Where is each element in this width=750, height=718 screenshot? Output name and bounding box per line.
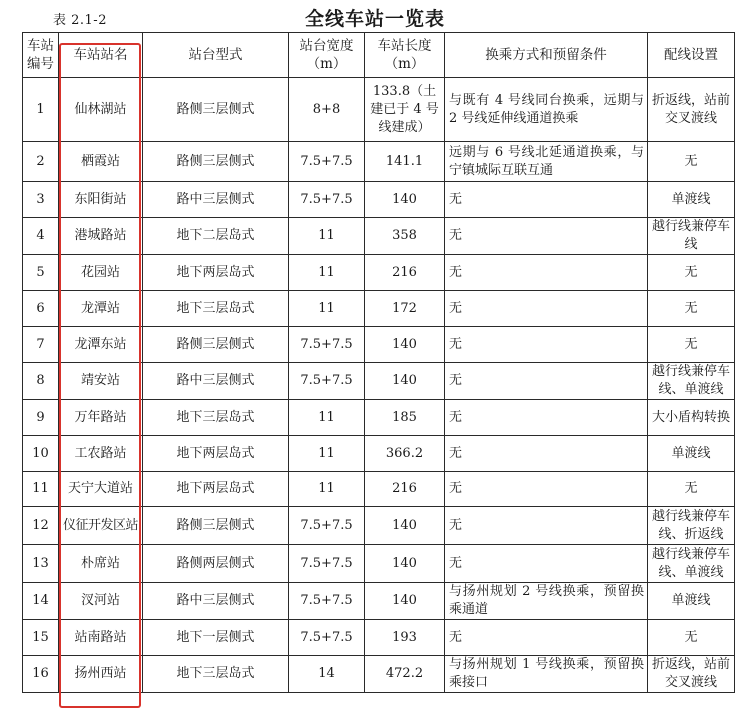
header-transfer: 换乘方式和预留条件 <box>445 33 648 78</box>
header-station-no: 车站编号 <box>23 33 59 78</box>
cell-station-name: 东阳街站 <box>59 182 143 218</box>
cell-track-layout: 越行线兼停车线 <box>648 218 735 255</box>
cell-track-layout: 越行线兼停车线、单渡线 <box>648 545 735 583</box>
cell-station-length: 140 <box>365 182 445 218</box>
cell-station-name: 天宁大道站 <box>59 472 143 507</box>
table-row <box>23 218 735 255</box>
cell-platform-width: 7.5+7.5 <box>289 507 365 545</box>
cell-station-name: 靖安站 <box>59 363 143 400</box>
cell-platform-type: 地下三层岛式 <box>143 400 289 436</box>
table-row <box>23 291 735 327</box>
cell-track-layout: 折返线，站前交叉渡线 <box>648 78 735 142</box>
cell-transfer: 无 <box>445 400 648 436</box>
table-row <box>23 363 735 400</box>
cell-track-layout: 单渡线 <box>648 182 735 218</box>
cell-platform-width: 11 <box>289 436 365 472</box>
cell-station-length: 140 <box>365 507 445 545</box>
cell-platform-width: 7.5+7.5 <box>289 182 365 218</box>
cell-platform-type: 地下两层岛式 <box>143 255 289 291</box>
cell-track-layout: 大小盾构转换 <box>648 400 735 436</box>
cell-platform-type: 地下二层岛式 <box>143 218 289 255</box>
table-body <box>23 78 735 693</box>
cell-transfer: 与扬州规划 2 号线换乘，预留换乘通道 <box>445 583 648 620</box>
cell-platform-type: 路侧三层侧式 <box>143 142 289 182</box>
cell-station-length: 472.2 <box>365 656 445 693</box>
table-row <box>23 583 735 620</box>
cell-station-name: 仪征开发区站 <box>59 507 143 545</box>
header-platform-width: 站台宽度（m） <box>289 33 365 78</box>
cell-transfer: 无 <box>445 620 648 656</box>
cell-station-no: 8 <box>23 363 59 400</box>
cell-station-no: 3 <box>23 182 59 218</box>
cell-platform-width: 7.5+7.5 <box>289 620 365 656</box>
cell-track-layout: 越行线兼停车线、单渡线 <box>648 363 735 400</box>
cell-station-no: 2 <box>23 142 59 182</box>
cell-station-length: 140 <box>365 583 445 620</box>
cell-station-no: 4 <box>23 218 59 255</box>
cell-platform-type: 路中三层侧式 <box>143 182 289 218</box>
cell-platform-type: 地下三层岛式 <box>143 291 289 327</box>
cell-station-name: 扬州西站 <box>59 656 143 693</box>
cell-track-layout: 单渡线 <box>648 436 735 472</box>
cell-station-name: 朴席站 <box>59 545 143 583</box>
table-row <box>23 78 735 142</box>
cell-track-layout: 无 <box>648 291 735 327</box>
table-caption <box>0 0 750 32</box>
cell-station-length: 172 <box>365 291 445 327</box>
cell-platform-type: 路侧三层侧式 <box>143 78 289 142</box>
table-row <box>23 507 735 545</box>
cell-station-no: 9 <box>23 400 59 436</box>
cell-platform-type: 地下一层侧式 <box>143 620 289 656</box>
cell-station-no: 5 <box>23 255 59 291</box>
cell-station-no: 14 <box>23 583 59 620</box>
cell-platform-type: 路侧两层侧式 <box>143 545 289 583</box>
table-row <box>23 620 735 656</box>
cell-transfer: 与扬州规划 1 号线换乘，预留换乘接口 <box>445 656 648 693</box>
cell-platform-width: 7.5+7.5 <box>289 583 365 620</box>
header-station-name: 车站站名 <box>59 33 143 78</box>
cell-platform-width: 14 <box>289 656 365 693</box>
cell-track-layout: 无 <box>648 472 735 507</box>
cell-station-length: 216 <box>365 472 445 507</box>
cell-platform-width: 7.5+7.5 <box>289 363 365 400</box>
cell-station-name: 龙潭站 <box>59 291 143 327</box>
cell-station-length: 140 <box>365 545 445 583</box>
cell-station-name: 站南路站 <box>59 620 143 656</box>
cell-platform-width: 11 <box>289 472 365 507</box>
header-track-layout: 配线设置 <box>648 33 735 78</box>
cell-platform-type: 路侧三层侧式 <box>143 327 289 363</box>
table-title: 全线车站一览表 <box>304 8 445 30</box>
header-row <box>23 33 735 78</box>
cell-station-no: 16 <box>23 656 59 693</box>
cell-station-length: 193 <box>365 620 445 656</box>
cell-station-length: 366.2 <box>365 436 445 472</box>
cell-station-no: 7 <box>23 327 59 363</box>
cell-platform-type: 地下两层岛式 <box>143 472 289 507</box>
table-row <box>23 142 735 182</box>
cell-platform-width: 7.5+7.5 <box>289 327 365 363</box>
cell-track-layout: 折返线，站前交叉渡线 <box>648 656 735 693</box>
cell-transfer: 无 <box>445 507 648 545</box>
cell-transfer: 无 <box>445 291 648 327</box>
cell-station-no: 13 <box>23 545 59 583</box>
cell-station-name: 栖霞站 <box>59 142 143 182</box>
cell-transfer: 无 <box>445 545 648 583</box>
cell-station-length: 140 <box>365 363 445 400</box>
cell-transfer: 无 <box>445 218 648 255</box>
header-platform-type: 站台型式 <box>143 33 289 78</box>
cell-platform-width: 7.5+7.5 <box>289 142 365 182</box>
cell-station-no: 10 <box>23 436 59 472</box>
cell-platform-width: 8+8 <box>289 78 365 142</box>
cell-track-layout: 越行线兼停车线、折返线 <box>648 507 735 545</box>
table-row <box>23 400 735 436</box>
cell-station-no: 1 <box>23 78 59 142</box>
cell-transfer: 无 <box>445 255 648 291</box>
cell-station-name: 汊河站 <box>59 583 143 620</box>
header-station-length: 车站长度（m） <box>365 33 445 78</box>
cell-station-length: 216 <box>365 255 445 291</box>
cell-station-name: 龙潭东站 <box>59 327 143 363</box>
cell-station-name: 万年路站 <box>59 400 143 436</box>
cell-station-length: 358 <box>365 218 445 255</box>
cell-track-layout: 单渡线 <box>648 583 735 620</box>
table-row <box>23 255 735 291</box>
cell-platform-type: 路中三层侧式 <box>143 583 289 620</box>
cell-transfer: 无 <box>445 327 648 363</box>
cell-transfer: 远期与 6 号线北延通道换乘，与宁镇城际互联互通 <box>445 142 648 182</box>
cell-station-no: 12 <box>23 507 59 545</box>
cell-station-no: 15 <box>23 620 59 656</box>
table-row <box>23 656 735 693</box>
cell-station-name: 花园站 <box>59 255 143 291</box>
cell-track-layout: 无 <box>648 142 735 182</box>
cell-transfer: 无 <box>445 472 648 507</box>
cell-platform-width: 11 <box>289 218 365 255</box>
table-row <box>23 436 735 472</box>
table-row <box>23 545 735 583</box>
cell-station-length: 185 <box>365 400 445 436</box>
cell-platform-type: 地下两层岛式 <box>143 436 289 472</box>
cell-platform-width: 11 <box>289 291 365 327</box>
cell-station-length: 140 <box>365 327 445 363</box>
cell-station-no: 11 <box>23 472 59 507</box>
cell-platform-type: 路侧三层侧式 <box>143 507 289 545</box>
cell-station-name: 港城路站 <box>59 218 143 255</box>
cell-platform-width: 7.5+7.5 <box>289 545 365 583</box>
cell-platform-width: 11 <box>289 255 365 291</box>
cell-station-no: 6 <box>23 291 59 327</box>
cell-station-name: 工农路站 <box>59 436 143 472</box>
cell-transfer: 无 <box>445 182 648 218</box>
cell-platform-type: 地下三层岛式 <box>143 656 289 693</box>
cell-transfer: 无 <box>445 363 648 400</box>
cell-transfer: 与既有 4 号线同台换乘，远期与 2 号线延伸线通道换乘 <box>445 78 648 142</box>
cell-platform-type: 路中三层侧式 <box>143 363 289 400</box>
table-row <box>23 182 735 218</box>
table-row <box>23 472 735 507</box>
table-number: 表 2.1-2 <box>53 13 107 28</box>
cell-station-name: 仙林湖站 <box>59 78 143 142</box>
stations-table <box>22 32 735 693</box>
cell-track-layout: 无 <box>648 327 735 363</box>
cell-station-length: 133.8（土建已于 4 号线建成） <box>365 78 445 142</box>
cell-transfer: 无 <box>445 436 648 472</box>
cell-track-layout: 无 <box>648 620 735 656</box>
cell-station-length: 141.1 <box>365 142 445 182</box>
table-row <box>23 327 735 363</box>
cell-platform-width: 11 <box>289 400 365 436</box>
cell-track-layout: 无 <box>648 255 735 291</box>
